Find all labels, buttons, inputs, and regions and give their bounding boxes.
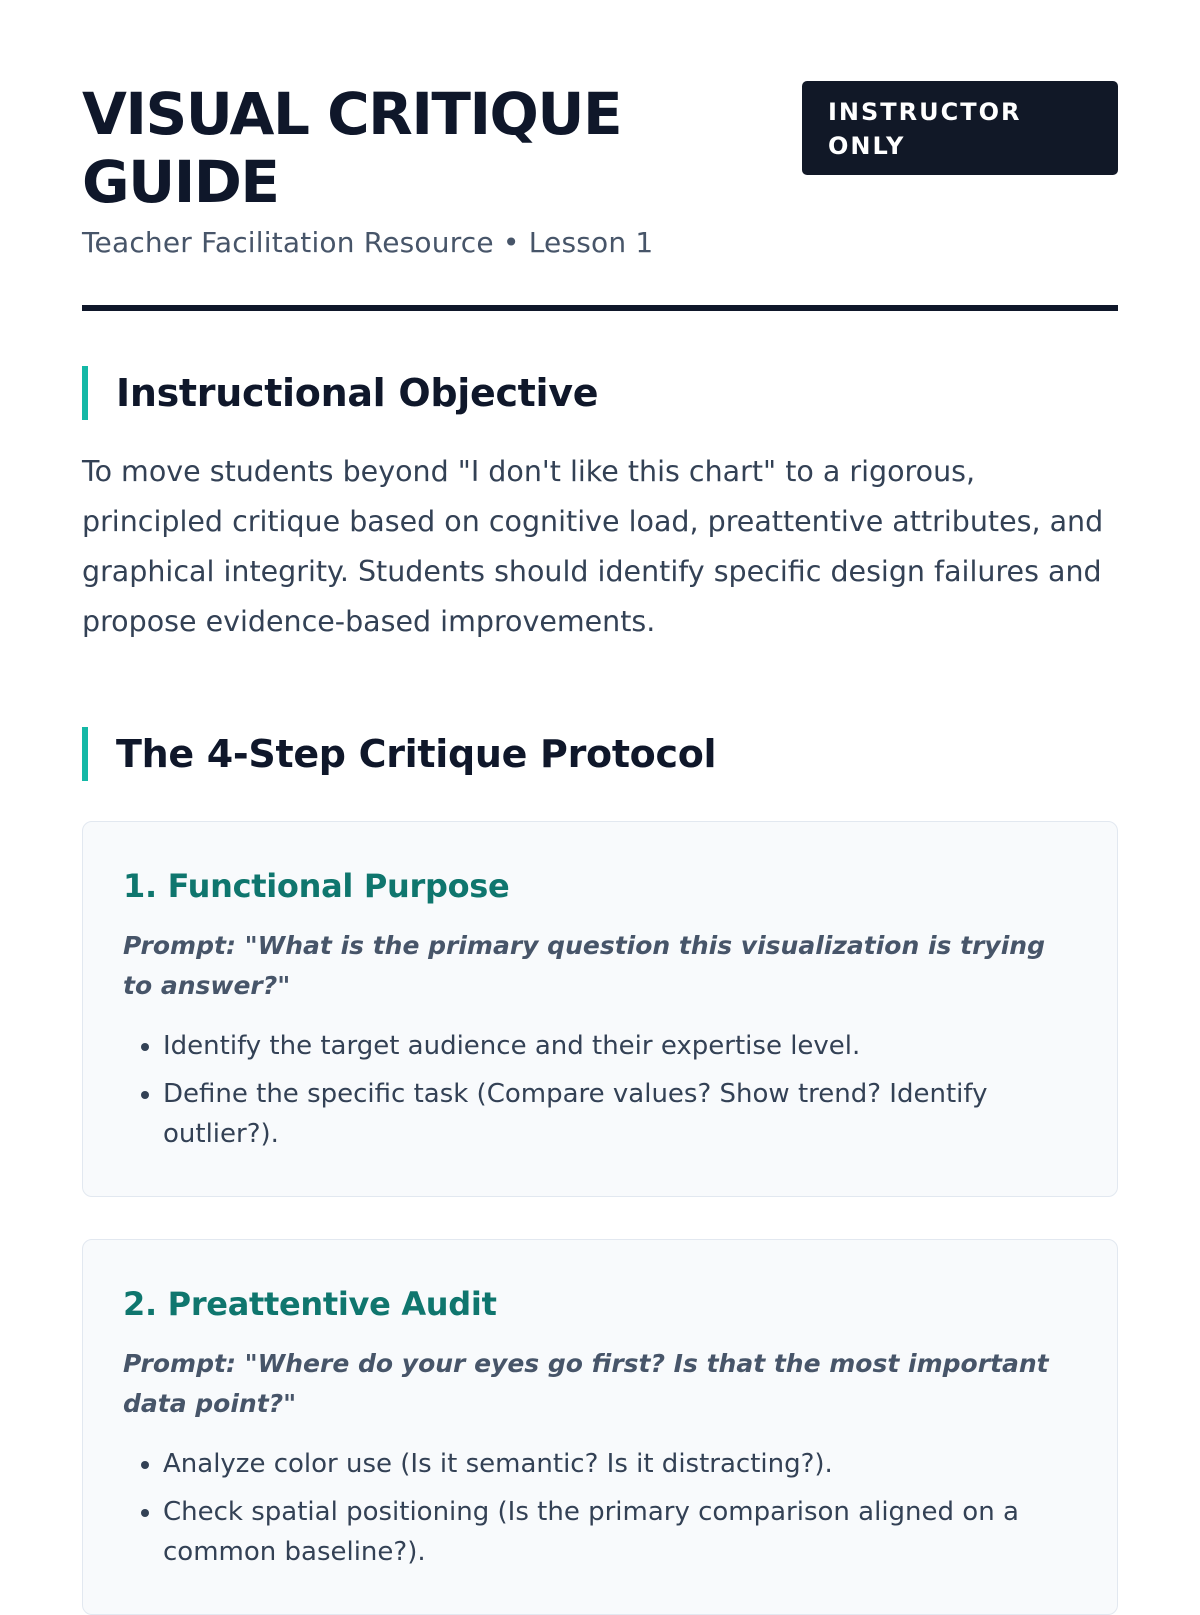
step-prompt: Prompt: "Where do your eyes go first? Is that the most important data point?" [123,1349,1049,1418]
list-item: • Identify the target audience and their expertise level. [163,1026,1077,1066]
step-card-functional-purpose [82,821,1118,1197]
list-item: • Check spatial positioning (Is the primary comparison aligned on a common baseline?). [163,1492,1077,1572]
list-item: • Analyze color use (Is it semantic? Is it distracting?). [163,1444,1077,1484]
step-bullet-list [123,1444,1077,1572]
list-item: • Define the specific task (Compare values? Show trend? Identify outlier?). [163,1074,1077,1154]
step-prompt: Prompt: "What is the primary question this visualization is trying to answer?" [123,931,1045,1000]
instructor-only-badge: INSTRUCTOR ONLY [802,81,1118,175]
title-block [82,80,682,259]
protocol-heading: The 4-Step Critique Protocol [82,727,1118,781]
objective-body: To move students beyond "I don't like this chart" to a rigorous, principled critique based on cognitive load, preattentive attributes, and graphical integrity. Students should identify specific design failures and propose evidence-based improvements. [82,455,1104,638]
step-bullet-list [123,1026,1077,1154]
page-subtitle: Teacher Facilitation Resource • Lesson 1 [82,226,654,259]
step-card-preattentive-audit [82,1239,1118,1615]
header-divider [82,305,1118,311]
step-title: 2. Preattentive Audit [123,1285,497,1323]
page-title: VISUAL CRITIQUE GUIDE [82,80,622,216]
page-header [82,80,1118,259]
step-title: 1. Functional Purpose [123,867,510,905]
objective-heading: Instructional Objective [82,366,1118,420]
